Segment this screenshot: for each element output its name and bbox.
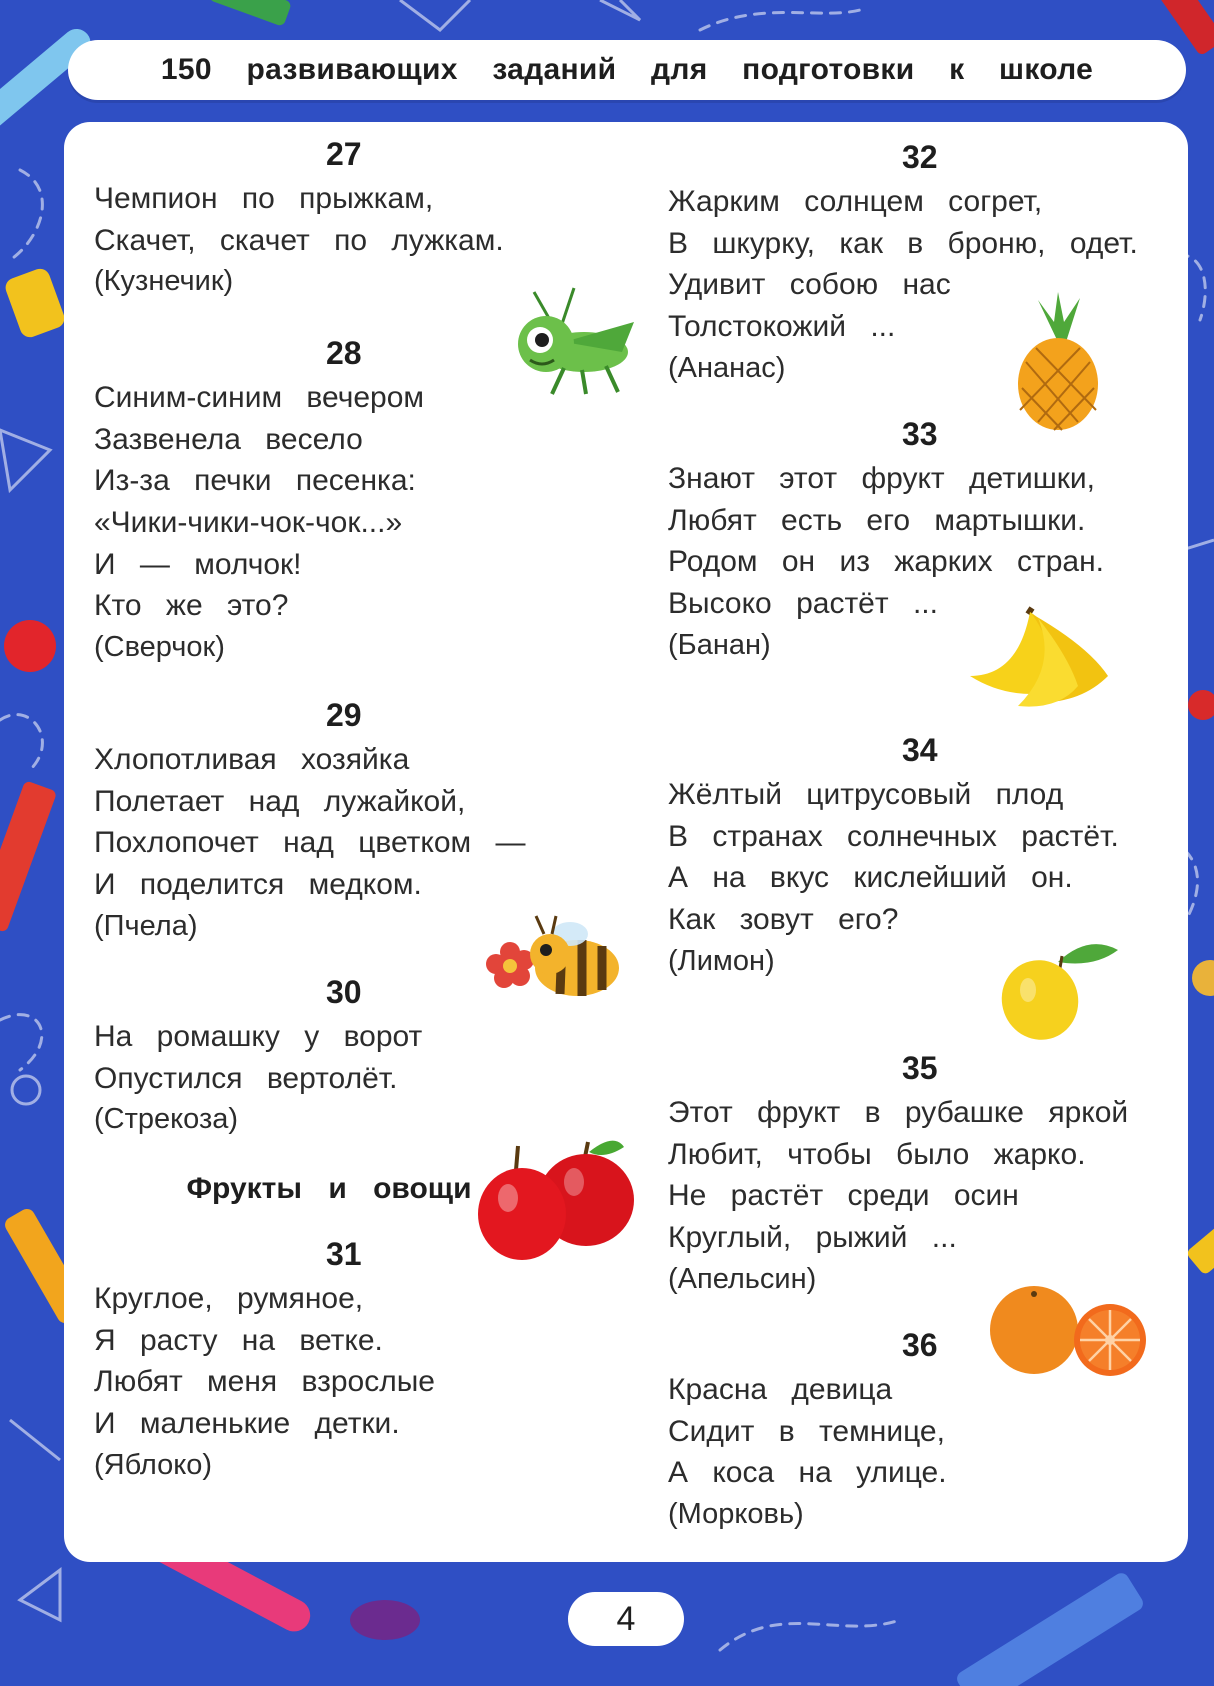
riddle-number: 30 <box>326 974 362 1010</box>
riddle-number: 31 <box>326 1236 362 1272</box>
riddle-line: Любит, чтобы было жарко. <box>668 1137 1086 1171</box>
right-column <box>668 122 1168 1562</box>
riddle-number: 28 <box>326 335 362 371</box>
riddle-line: Родом он из жарких стран. <box>668 545 1104 579</box>
riddle-line: Полетает над лужайкой, <box>94 784 466 818</box>
riddle-answer: (Апельсин) <box>668 1262 817 1295</box>
riddle-line: Этот фрукт в рубашке яркой <box>668 1096 1129 1129</box>
riddle-answer: (Пчела) <box>94 909 198 942</box>
riddle-line: Хлопотливая хозяйка <box>94 743 410 776</box>
riddle-line: Любят меня взрослые <box>94 1365 435 1399</box>
section-title: Фрукты и овощи <box>186 1172 472 1205</box>
grasshopper-icon <box>494 282 639 402</box>
riddle-line: Зазвенела весело <box>94 422 363 456</box>
riddle-number: 29 <box>326 697 362 733</box>
riddle-line: А коса на улице. <box>668 1456 947 1490</box>
riddle-line: Кто же это? <box>94 589 289 623</box>
riddle-line: Круглый, рыжий ... <box>668 1221 957 1255</box>
page-header <box>68 40 1186 100</box>
riddle-answer: (Морковь) <box>668 1498 804 1531</box>
riddle-line: Из-за печки песенка: <box>94 464 416 498</box>
riddle-line: Опустился вертолёт. <box>94 1061 398 1095</box>
riddle-number: 27 <box>326 136 362 172</box>
header-title: 150 развивающих заданий для подготовки к школе <box>160 53 1094 86</box>
riddle-answer: (Кузнечик) <box>94 265 234 298</box>
riddle-line: Я расту на ветке. <box>94 1323 383 1357</box>
riddle-number: 35 <box>902 1050 938 1086</box>
riddle-line: На ромашку у ворот <box>94 1020 423 1053</box>
apples-icon <box>474 1122 644 1272</box>
riddle-line: Похлопочет над цветком — <box>94 826 526 860</box>
page-number <box>568 1592 684 1646</box>
riddle-line: Синим-синим вечером <box>94 381 425 414</box>
riddle-line: И поделится медком. <box>94 868 422 902</box>
riddle-line: И — молчок! <box>94 547 302 581</box>
riddle-line: Не растёт среди осин <box>668 1179 1019 1213</box>
riddle-line: И маленькие детки. <box>94 1407 400 1441</box>
riddle-line: «Чики-чики-чок-чок...» <box>94 506 403 540</box>
riddle-line: Жарким солнцем согрет, <box>668 185 1043 218</box>
riddle-line: Как зовут его? <box>668 903 899 937</box>
riddle-line: Скачет, скачет по лужкам. <box>94 223 504 257</box>
riddle-answer: (Лимон) <box>668 944 775 977</box>
riddle-line: В странах солнечных растёт. <box>668 819 1119 853</box>
riddle-answer: (Стрекоза) <box>94 1103 239 1136</box>
content-card <box>64 122 1188 1562</box>
riddle-line: Высоко растёт ... <box>668 587 938 621</box>
candy-decoration <box>350 1600 420 1640</box>
riddle-number: 32 <box>902 139 938 175</box>
riddle-line: Удивит собою нас <box>668 268 951 302</box>
riddle-number: 36 <box>902 1327 938 1363</box>
left-column <box>94 122 604 1562</box>
candy-decoration <box>1188 690 1214 720</box>
riddle-number: 33 <box>902 416 938 452</box>
bananas-icon <box>958 606 1118 716</box>
bee-with-flower-icon <box>482 912 632 1012</box>
pineapple-icon <box>1008 292 1108 432</box>
riddle-line: Знают этот фрукт детишки, <box>668 462 1095 495</box>
riddle-answer: (Яблоко) <box>94 1448 213 1481</box>
riddle-line: Жёлтый цитрусовый плод <box>668 778 1064 811</box>
riddle-line: Толстокожий ... <box>668 310 896 344</box>
riddle-line: Красна девица <box>668 1373 893 1406</box>
riddle-number: 34 <box>902 732 938 768</box>
riddle-answer: (Сверчок) <box>94 631 225 664</box>
candy-decoration <box>4 620 56 672</box>
riddle-answer: (Ананас) <box>668 351 786 384</box>
lemon-icon <box>998 934 1128 1044</box>
page-number-label: 4 <box>616 1599 636 1638</box>
riddle-line: Сидит в темнице, <box>668 1414 945 1448</box>
riddle-line: Круглое, румяное, <box>94 1282 364 1315</box>
riddle-line: Чемпион по прыжкам, <box>94 182 434 215</box>
riddle-answer: (Банан) <box>668 628 771 661</box>
riddle-line: В шкурку, как в броню, одет. <box>668 226 1138 260</box>
riddle-line: Любят есть его мартышки. <box>668 503 1086 537</box>
riddle-line: А на вкус кислейший он. <box>668 861 1073 895</box>
oranges-icon <box>988 1282 1158 1382</box>
